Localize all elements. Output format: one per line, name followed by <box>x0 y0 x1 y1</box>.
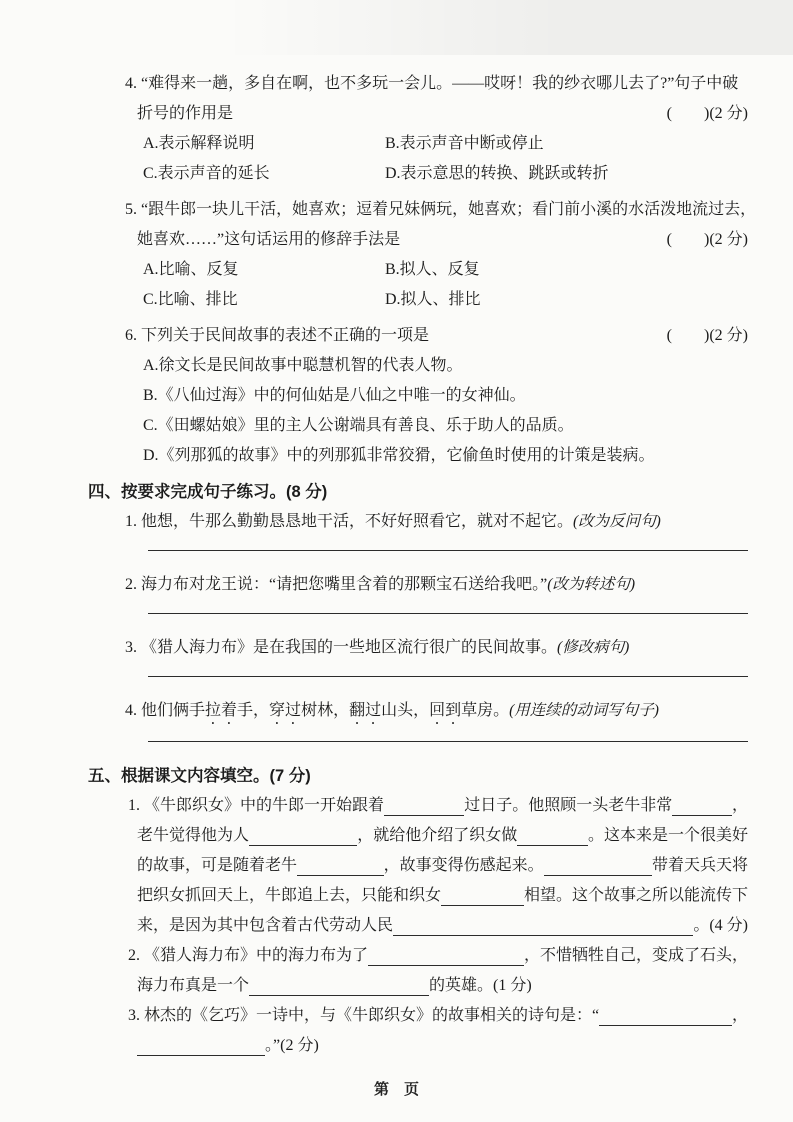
fill-text: 《猎人海力布》中的海力布为了 <box>144 947 369 964</box>
fill-text: 来，是因为其中包含着古代劳动人民 <box>137 917 394 934</box>
s5-q1-line-1 <box>88 791 748 821</box>
page-number-label: 第 页 <box>373 1081 419 1098</box>
s4-q4-text <box>88 696 748 728</box>
emphasized-verb: 拉着 <box>205 702 238 719</box>
question-stem <box>125 321 429 351</box>
s4-q3-text <box>88 633 748 663</box>
instruction: (改为反问句) <box>573 513 661 530</box>
option-c[interactable]: C.《田螺姑娘》里的主人公谢端具有善良、乐于助人的品质。 <box>143 417 574 434</box>
fill-blank[interactable] <box>137 1031 265 1056</box>
question-number: 5. <box>125 201 137 218</box>
option-b[interactable]: B.表示声音中断或停止 <box>385 135 544 152</box>
option-a[interactable]: A.徐文长是民间故事中聪慧机智的代表人物。 <box>143 357 463 374</box>
question-number: 1. <box>128 797 140 814</box>
question-text: “跟牛郎一块儿干活，她喜欢；逗着兄妹俩玩，她喜欢；看门前小溪的水活泼地流过去， <box>141 201 757 218</box>
fill-blank[interactable] <box>599 1001 732 1026</box>
fill-blank[interactable] <box>441 881 524 906</box>
question-6 <box>88 321 748 471</box>
fill-text: ，就给他介绍了织女做 <box>357 827 518 844</box>
section-four-heading <box>88 477 748 507</box>
fill-text: ，不惜牺牲自己，变成了石头， <box>523 947 748 964</box>
s4-q1-text <box>88 507 748 537</box>
question-text: 《猎人海力布》是在我国的一些地区流行很广的民间故事。 <box>141 639 558 656</box>
question-number: 3. <box>128 1007 140 1024</box>
fill-blank[interactable] <box>672 791 732 816</box>
question-text: 折号的作用是 <box>137 105 234 122</box>
question-number: 1. <box>125 513 137 530</box>
answer-line-1[interactable] <box>148 550 748 551</box>
q5-options <box>88 255 748 315</box>
heading-text: 五、根据课文内容填空。 <box>88 767 270 785</box>
question-text: 手， <box>237 702 270 719</box>
emphasized-verb: 回到 <box>429 702 462 719</box>
question-text: 树林， <box>301 702 350 719</box>
heading-score: (7 分) <box>269 767 311 785</box>
question-4 <box>88 69 748 189</box>
section-five-heading <box>88 761 748 791</box>
question-number: 2. <box>125 576 137 593</box>
fill-text: 过日子。他照顾一头老牛非常 <box>464 797 673 814</box>
fill-blank[interactable] <box>517 821 588 846</box>
instruction: (用连续的动词写句子) <box>509 702 659 719</box>
question-text: 下列关于民间故事的表述不正确的一项是 <box>141 327 430 344</box>
s4-question-2 <box>88 570 748 614</box>
option-d[interactable]: D.表示意思的转换、跳跃或转折 <box>385 165 609 182</box>
s5-q2-line-1 <box>88 941 748 971</box>
s5-q1-line-4 <box>88 881 748 911</box>
q4-options <box>88 129 748 189</box>
fill-blank[interactable] <box>249 971 429 996</box>
question-text: 她喜欢……”这句话运用的修辞手法是 <box>137 231 401 248</box>
answer-bracket[interactable]: ( )(2 分) <box>666 231 748 248</box>
instruction: (修改病句) <box>557 639 630 656</box>
instruction: (改为转述句) <box>547 576 636 593</box>
question-text: “难得来一趟，多自在啊，也不多玩一会儿。——哎呀！我的纱衣哪儿去了?”句子中破 <box>141 75 739 92</box>
fill-text: 。” <box>265 1037 281 1054</box>
question-text: 山头， <box>381 702 430 719</box>
answer-line-3[interactable] <box>148 676 748 677</box>
option-a[interactable]: A.比喻、反复 <box>143 261 239 278</box>
option-b[interactable]: B.《八仙过海》中的何仙姑是八仙之中唯一的女神仙。 <box>143 387 526 404</box>
scan-shading <box>0 0 793 55</box>
fill-text: 老牛觉得他为人 <box>137 827 250 844</box>
s4-q2-text <box>88 570 748 600</box>
fill-text: ，故事变得伤感起来。 <box>383 857 544 874</box>
answer-bracket[interactable]: ( )(2 分) <box>666 105 748 122</box>
s5-q3-line-2 <box>88 1031 748 1061</box>
question-text: 他想，牛那么勤勤恳恳地干活，不好好照看它，就对不起它。 <box>141 513 574 530</box>
fill-text: 把织女抓回天上，牛郎追上去，只能和织女 <box>137 887 442 904</box>
q6-options <box>88 351 748 471</box>
score-label: (4 分) <box>709 917 748 934</box>
question-text: 他们俩手 <box>141 702 206 719</box>
fill-text: ， <box>731 1007 748 1024</box>
question-number: 3. <box>125 639 137 656</box>
fill-text: 《牛郎织女》中的牛郎一开始跟着 <box>144 797 385 814</box>
heading-score: (8 分) <box>286 483 328 501</box>
fill-blank[interactable] <box>249 821 357 846</box>
s5-question-3 <box>88 1001 748 1061</box>
fill-text: 相望。这个故事之所以能流传下 <box>523 887 748 904</box>
answer-line-2[interactable] <box>148 613 748 614</box>
s5-q3-line-1 <box>88 1001 748 1031</box>
s5-q1-line-3 <box>88 851 748 881</box>
fill-text: ， <box>731 797 748 814</box>
score-label: (2 分) <box>280 1037 319 1054</box>
q4-line-2 <box>88 99 748 129</box>
fill-text: 的英雄。 <box>429 977 494 994</box>
q6-line-1 <box>88 321 748 351</box>
answer-bracket[interactable]: ( )(2 分) <box>666 327 748 344</box>
page-footer <box>0 1078 793 1099</box>
exam-content <box>88 69 757 1061</box>
q5-line-1 <box>88 195 757 225</box>
fill-text: 海力布真是一个 <box>137 977 250 994</box>
option-c[interactable]: C.比喻、排比 <box>143 291 238 308</box>
heading-text: 四、按要求完成句子练习。 <box>88 483 286 501</box>
fill-text: 带着天兵天将 <box>651 857 748 874</box>
s4-question-3 <box>88 633 748 677</box>
question-number: 4. <box>125 75 137 92</box>
fill-text: 林杰的《乞巧》一诗中，与《牛郎织女》的故事相关的诗句是：“ <box>144 1007 600 1024</box>
fill-blank[interactable] <box>297 851 384 876</box>
option-c[interactable]: C.表示声音的延长 <box>143 165 270 182</box>
q4-line-1 <box>88 69 748 99</box>
fill-blank[interactable] <box>393 911 693 936</box>
s5-question-2 <box>88 941 748 1001</box>
fill-text: 。 <box>693 917 710 934</box>
option-a[interactable]: A.表示解释说明 <box>143 135 255 152</box>
fill-blank[interactable] <box>384 791 464 816</box>
s4-question-4 <box>88 696 748 742</box>
fill-text: 的故事，可是随着老牛 <box>137 857 298 874</box>
fill-blank[interactable] <box>544 851 652 876</box>
option-d[interactable]: D.拟人、排比 <box>385 291 481 308</box>
s5-q1-line-2 <box>88 821 748 851</box>
question-text: 草房。 <box>461 702 510 719</box>
fill-text: 。这本来是一个很美好 <box>587 827 748 844</box>
s4-question-1 <box>88 507 748 551</box>
s5-q1-line-5 <box>88 911 748 941</box>
emphasized-verb: 翻过 <box>349 702 382 719</box>
question-number: 2. <box>128 947 140 964</box>
s5-q2-line-2 <box>88 971 748 1001</box>
answer-line-4[interactable] <box>148 741 748 742</box>
question-number: 4. <box>125 702 137 719</box>
question-5 <box>88 195 757 315</box>
question-text: 海力布对龙王说：“请把您嘴里含着的那颗宝石送给我吧。” <box>141 576 548 593</box>
s5-question-1 <box>88 791 748 941</box>
question-number: 6. <box>125 327 137 344</box>
option-d[interactable]: D.《列那狐的故事》中的列那狐非常狡猾，它偷鱼时使用的计策是装病。 <box>143 447 655 464</box>
fill-blank[interactable] <box>368 941 524 966</box>
q5-line-2 <box>88 225 748 255</box>
score-label: (1 分) <box>493 977 532 994</box>
option-b[interactable]: B.拟人、反复 <box>385 261 480 278</box>
emphasized-verb: 穿过 <box>269 702 302 719</box>
